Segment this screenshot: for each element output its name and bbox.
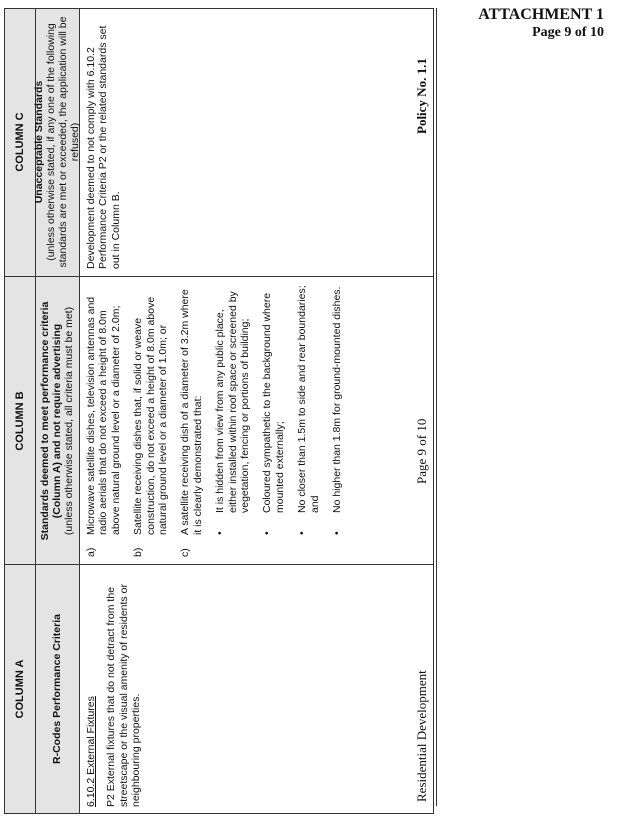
column-b-cell — [85, 283, 354, 557]
column-b-header: COLUMN B — [14, 391, 26, 451]
rotated-page — [4, 8, 440, 814]
criteria-table — [4, 8, 434, 814]
standard-item — [132, 283, 169, 557]
footer-policy-number: Policy No. 1.1 — [414, 58, 429, 134]
column-b-subtitle-1: Standards deemed to meet performance criteria — [39, 301, 51, 541]
column-a-cell — [85, 571, 143, 807]
bullet-text: It is hidden from view from any public place, either installed within roof space or screened by vegetation, fencing or portions of building; — [214, 291, 252, 513]
column-c-subtitle-1: Unacceptable Standards — [33, 80, 45, 204]
column-c-cell — [85, 13, 122, 269]
item-text: Microwave satellite dishes, television antennas and radio aerials that do not exceed a height of 8.0m above natural ground level or a diameter of 2.0m; — [85, 296, 122, 535]
bullet-icon: • — [331, 531, 344, 535]
bullet-item — [261, 283, 286, 535]
column-b-subheader — [35, 277, 79, 565]
bullet-icon: • — [296, 531, 309, 535]
criteria-title: 6.10.2 External Fixtures — [85, 696, 97, 807]
standard-item — [179, 283, 204, 557]
attachment-page: Page 9 of 10 — [532, 25, 604, 40]
item-text: Satellite receiving dishes that, if solid or weave construction, do not exceed a height of 8.0m above natural ground level or a diameter of 1.0m; or — [132, 296, 170, 535]
column-c-header: COLUMN C — [14, 112, 26, 172]
attachment-title: ATTACHMENT 1 — [478, 6, 604, 23]
bullet-text: No higher than 1.8m for ground-mounted dishes. — [331, 286, 344, 513]
footer-rule — [436, 8, 437, 806]
item-label: b) — [132, 547, 145, 557]
column-c-subtitle-2: (unless otherwise stated, if any one of the following standards are met or exceeded, the application will be refused) — [45, 16, 81, 268]
bullet-icon: • — [261, 531, 274, 535]
item-label: a) — [85, 547, 97, 557]
column-a-subtitle: R-Codes Performance Criteria — [51, 614, 63, 764]
column-b-subtitle-2: (Column A) and not require advertising — [51, 323, 63, 519]
bullet-icon: • — [214, 531, 227, 535]
bullet-text: No closer than 1.5m to side and rear boundaries; and — [296, 285, 321, 513]
bullet-text: Coloured sympathetic to the background where mounted externally; — [261, 292, 286, 513]
column-c-subheader — [35, 11, 79, 273]
bullet-item — [214, 283, 251, 535]
footer-page-number: Page 9 of 10 — [414, 418, 429, 484]
bullet-item — [296, 283, 321, 535]
standard-item — [85, 283, 122, 557]
bullet-item — [331, 283, 343, 535]
column-b-subtitle-3: (unless otherwise stated, all criteria must be met) — [63, 306, 75, 536]
footer-document-title: Residential Development — [414, 670, 429, 802]
attachment-label — [478, 6, 604, 42]
item-text: A satellite receiving dish of a diameter of 3.2m where it is clearly demonstrated that: — [179, 289, 204, 535]
column-a-subheader — [35, 565, 79, 813]
unacceptable-text: Development deemed to not comply with 6.10.2 Performance Criteria P2 or the related standards set out in Column B. — [85, 25, 122, 269]
criteria-text: P2 External fixtures that do not detract from the streetscape or the visual amenity of residents or neighbouring properties. — [105, 584, 143, 807]
item-label: c) — [179, 548, 192, 557]
column-a-header: COLUMN A — [14, 659, 26, 719]
